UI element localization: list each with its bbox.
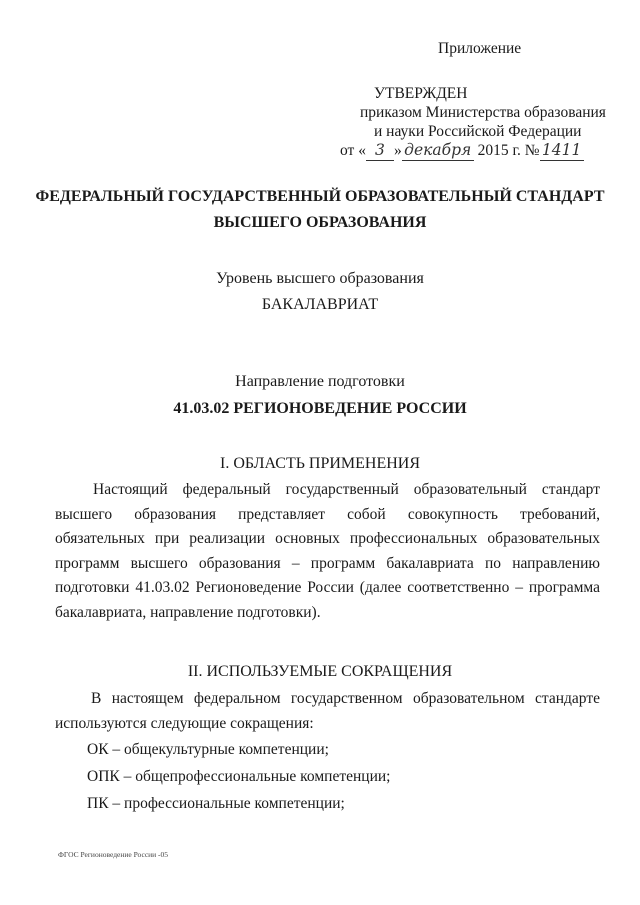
order-number: 1411 — [540, 141, 584, 161]
section-2-heading: II. ИСПОЛЬЗУЕМЫЕ СОКРАЩЕНИЯ — [187, 663, 453, 680]
direction-label: Направление подготовки — [235, 373, 405, 390]
direction-value: 41.03.02 РЕГИОНОВЕДЕНИЕ РОССИИ — [173, 400, 467, 417]
order-line-1: приказом Министерства образования — [360, 104, 606, 121]
date-day: 3 — [366, 141, 394, 161]
appendix-label: Приложение — [438, 40, 522, 57]
approval-block — [340, 84, 620, 161]
date-year: 2015 г. № — [477, 142, 540, 159]
abbreviation-opk: ОПК – общепрофессиональные компетенции; — [87, 768, 391, 785]
page-footer: ФГОС Регионоведение России -05 — [58, 850, 169, 859]
order-line-2: и науки Российской Федерации — [374, 123, 582, 140]
education-level-label: Уровень высшего образования — [216, 270, 424, 287]
section-1-text: Настоящий федеральный государственный образовательный стандарт высшего образования представляет собой совокупность требований, обязательных при реализации основных профессиональных образовательных программ высшего образования – программ бакалавриата по направлению подготовки 41.03.02 Регионоведение России (далее соответственно – программа бакалавриата, направление подготовки). — [55, 481, 600, 621]
abbreviation-ok: ОК – общекультурные компетенции; — [87, 741, 329, 758]
order-date-line — [340, 141, 620, 161]
section-2-intro: В настоящем федеральном государственном образовательном стандарте используются следующие сокращения: — [55, 690, 600, 732]
date-prefix: от « — [340, 142, 366, 159]
date-mid: » — [393, 142, 402, 159]
abbreviation-pk: ПК – профессиональные компетенции; — [87, 795, 345, 812]
document-title-line-1: ФЕДЕРАЛЬНЫЙ ГОСУДАРСТВЕННЫЙ ОБРАЗОВАТЕЛЬНЫЙ СТАНДАРТ — [35, 188, 605, 205]
education-level-value: БАКАЛАВРИАТ — [261, 296, 379, 313]
approved-label: УТВЕРЖДЕН — [374, 85, 468, 102]
date-month: декабря — [402, 141, 474, 161]
section-1-heading: I. ОБЛАСТЬ ПРИМЕНЕНИЯ — [219, 455, 421, 472]
document-title-line-2: ВЫСШЕГО ОБРАЗОВАНИЯ — [213, 214, 427, 231]
